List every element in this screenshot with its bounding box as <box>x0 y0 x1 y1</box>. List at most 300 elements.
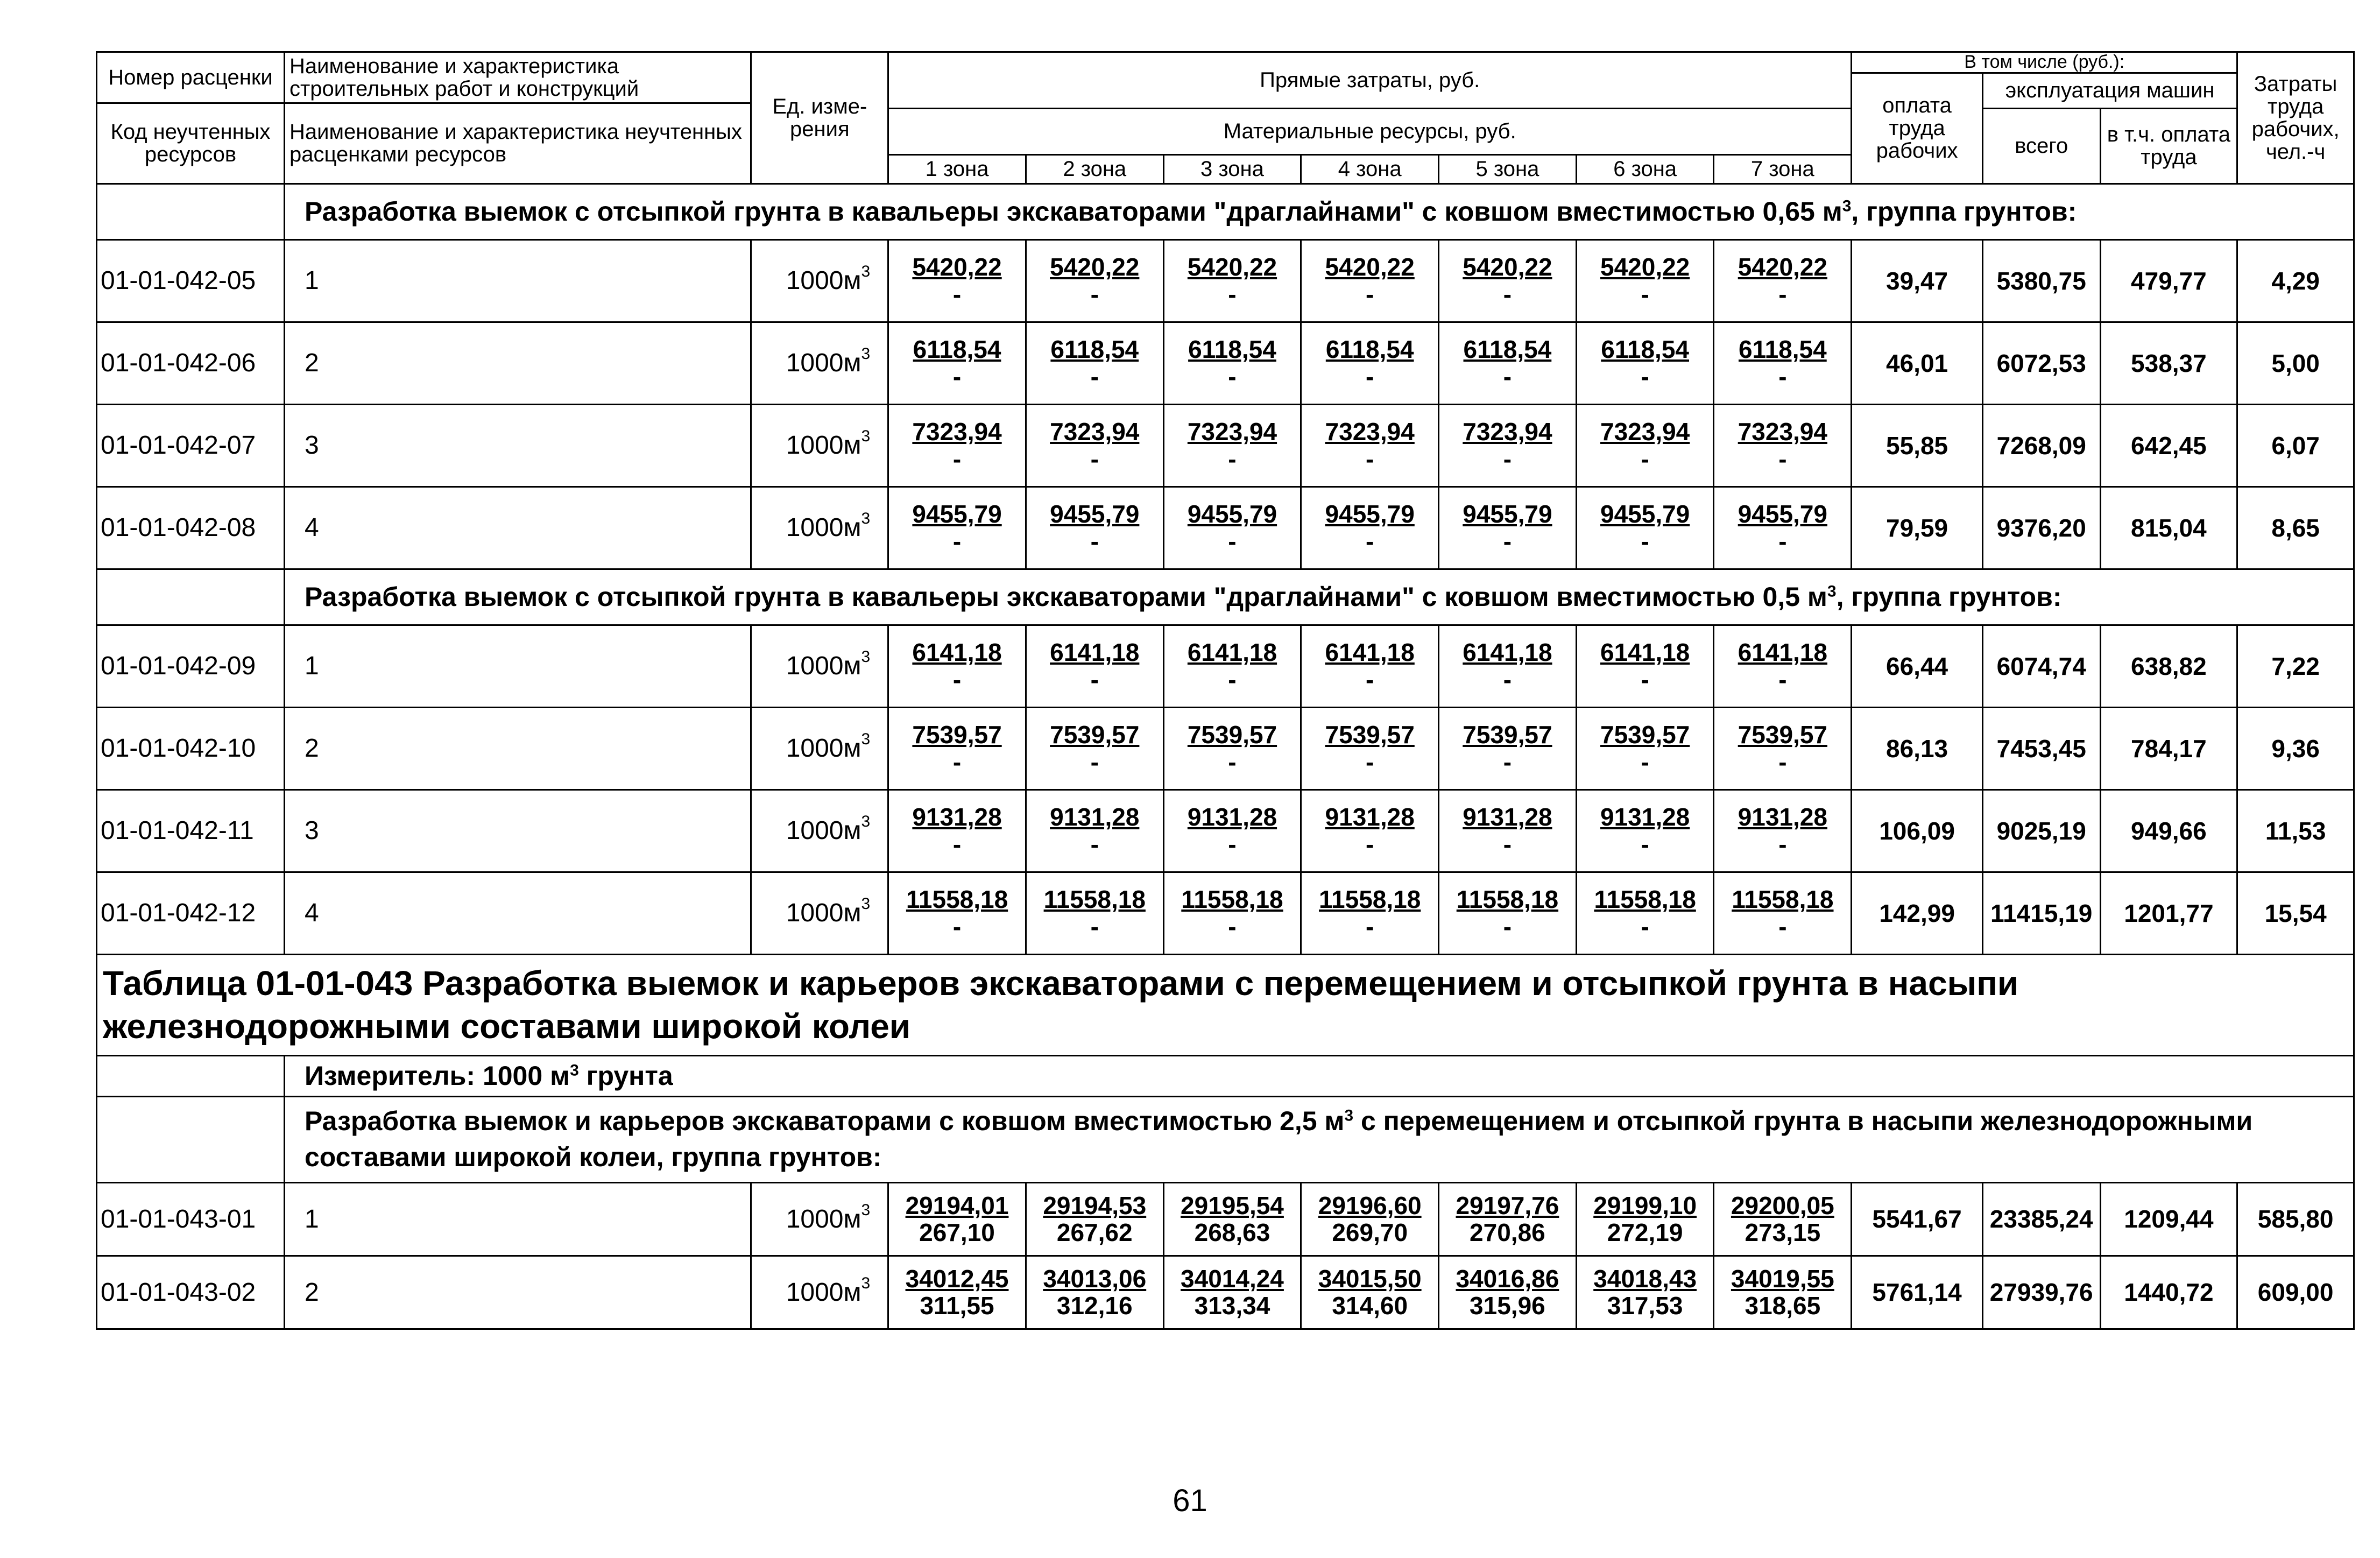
rate-code: 01-01-042-12 <box>97 872 285 954</box>
measure-spacer <box>97 1055 285 1096</box>
zone-4-cost <box>1301 625 1439 707</box>
table-row <box>97 487 2354 569</box>
material-cost-value: - <box>1778 665 1787 694</box>
labor-cost-value: 15,54 <box>2237 872 2354 954</box>
rate-soil-group: 1 <box>284 625 751 707</box>
header-zone-5: 5 зона <box>1439 154 1577 184</box>
zone-7-cost <box>1714 625 1852 707</box>
section-title-exponent: 3 <box>1827 582 1837 601</box>
zone-6-cost <box>1576 322 1714 404</box>
zone-5-cost <box>1439 872 1577 954</box>
material-cost-value: 267,10 <box>919 1218 995 1247</box>
zone-2-cost <box>1026 322 1163 404</box>
direct-cost-value: 9455,79 <box>1187 500 1277 528</box>
zone-1-cost <box>888 487 1026 569</box>
direct-cost-value: 5420,22 <box>1187 253 1277 281</box>
material-cost-value: - <box>1641 830 1649 858</box>
labor-pay-value: 5761,14 <box>1852 1256 1983 1329</box>
labor-pay-value: 39,47 <box>1852 239 1983 322</box>
zone-3-cost <box>1163 239 1301 322</box>
direct-cost-value: 7539,57 <box>1187 721 1277 749</box>
page-number: 61 <box>1173 1483 1207 1518</box>
direct-cost-value: 5420,22 <box>1325 253 1415 281</box>
labor-cost-value: 4,29 <box>2237 239 2354 322</box>
zone-6-cost <box>1576 707 1714 789</box>
machines-total-value: 11415,19 <box>1982 872 2100 954</box>
zone-1-cost <box>888 789 1026 872</box>
direct-cost-value: 9131,28 <box>1325 803 1415 831</box>
header-zone-4: 4 зона <box>1301 154 1439 184</box>
direct-cost-value: 6141,18 <box>1600 638 1690 667</box>
material-cost-value: - <box>1503 527 1512 555</box>
header-zone-3: 3 зона <box>1163 154 1301 184</box>
table-row <box>97 404 2354 487</box>
material-cost-value: - <box>1228 527 1237 555</box>
direct-cost-value: 9455,79 <box>1463 500 1552 528</box>
zone-7-cost <box>1714 707 1852 789</box>
zone-7-cost <box>1714 789 1852 872</box>
table-row <box>97 322 2354 404</box>
direct-cost-value: 7323,94 <box>1187 418 1277 446</box>
material-cost-value: 273,15 <box>1745 1218 1821 1247</box>
material-cost-value: - <box>1503 280 1512 308</box>
unit-text: 1000м <box>786 734 861 763</box>
zone-6-cost <box>1576 872 1714 954</box>
zone-3-cost <box>1163 707 1301 789</box>
material-cost-value: - <box>1090 445 1099 473</box>
labor-pay-value: 79,59 <box>1852 487 1983 569</box>
zone-2-cost <box>1026 239 1163 322</box>
zone-2-cost <box>1026 707 1163 789</box>
material-cost-value: 313,34 <box>1194 1292 1270 1320</box>
zone-4-cost <box>1301 707 1439 789</box>
direct-cost-value: 9131,28 <box>1738 803 1827 831</box>
rate-unit <box>751 239 888 322</box>
rate-unit <box>751 1182 888 1256</box>
material-cost-value: 268,63 <box>1194 1218 1270 1247</box>
zone-4-cost <box>1301 404 1439 487</box>
zone-3-cost <box>1163 487 1301 569</box>
rate-code: 01-01-042-06 <box>97 322 285 404</box>
section-title-text: Разработка выемок с отсыпкой грунта в кавальеры экскаваторами "драглайнами" с ковшом вместимостью 0,5 м <box>304 582 1827 612</box>
rate-soil-group: 1 <box>284 1182 751 1256</box>
material-cost-value: - <box>1778 527 1787 555</box>
direct-cost-value: 29195,54 <box>1181 1191 1284 1219</box>
unit-text: 1000м <box>786 1278 861 1307</box>
direct-cost-value: 11558,18 <box>1456 885 1559 914</box>
labor-cost-value: 9,36 <box>2237 707 2354 789</box>
table-row <box>97 872 2354 954</box>
material-cost-value: - <box>952 912 962 941</box>
direct-cost-value: 6141,18 <box>1463 638 1552 667</box>
direct-cost-value: 7539,57 <box>1325 721 1415 749</box>
table-row <box>97 789 2354 872</box>
rate-soil-group: 4 <box>284 872 751 954</box>
direct-cost-value: 5420,22 <box>1463 253 1552 281</box>
material-cost-value: 312,16 <box>1056 1292 1133 1320</box>
material-cost-value: - <box>1641 445 1649 473</box>
zone-2-cost <box>1026 1182 1163 1256</box>
zone-1-cost <box>888 872 1026 954</box>
material-cost-value: - <box>1778 280 1787 308</box>
rates-table <box>96 51 2355 1330</box>
machines-pay-value: 538,37 <box>2100 322 2237 404</box>
zone-4-cost <box>1301 1256 1439 1329</box>
zone-6-cost <box>1576 1182 1714 1256</box>
zone-5-cost <box>1439 789 1577 872</box>
rate-unit <box>751 404 888 487</box>
zone-2-cost <box>1026 404 1163 487</box>
header-resource-name: Наименование и характеристика неучтенных расценками ресурсов <box>284 103 751 184</box>
rate-soil-group: 2 <box>284 707 751 789</box>
labor-pay-value: 106,09 <box>1852 789 1983 872</box>
direct-cost-value: 7323,94 <box>1738 418 1827 446</box>
unit-text: 1000м <box>786 266 861 295</box>
machines-total-value: 27939,76 <box>1982 1256 2100 1329</box>
machines-pay-value: 479,77 <box>2100 239 2237 322</box>
labor-cost-value: 7,22 <box>2237 625 2354 707</box>
material-cost-value: - <box>1503 830 1512 858</box>
rate-soil-group: 4 <box>284 487 751 569</box>
unit-text: 1000м <box>786 349 861 378</box>
direct-cost-value: 6141,18 <box>1187 638 1277 667</box>
rate-unit <box>751 789 888 872</box>
machines-total-value: 9025,19 <box>1982 789 2100 872</box>
zone-4-cost <box>1301 487 1439 569</box>
material-cost-value: - <box>1641 362 1649 391</box>
zone-1-cost <box>888 1256 1026 1329</box>
direct-cost-value: 11558,18 <box>1319 885 1421 914</box>
material-cost-value: 270,86 <box>1470 1218 1545 1247</box>
material-cost-value: - <box>952 748 962 776</box>
machines-total-value: 7453,45 <box>1982 707 2100 789</box>
unit-exponent: 3 <box>861 730 871 749</box>
table-row <box>97 1182 2354 1256</box>
machines-pay-value: 1201,77 <box>2100 872 2237 954</box>
direct-cost-value: 34013,06 <box>1043 1264 1147 1293</box>
direct-cost-value: 7539,57 <box>1600 721 1690 749</box>
unit-exponent: 3 <box>861 1274 871 1292</box>
header-including: В том числе (руб.): <box>1852 52 2237 73</box>
material-cost-value: - <box>1366 362 1374 391</box>
direct-cost-value: 6118,54 <box>1188 335 1276 364</box>
zone-2-cost <box>1026 1256 1163 1329</box>
section-title-end: , группа грунтов: <box>1836 582 2062 612</box>
material-cost-value: - <box>1228 445 1237 473</box>
rate-code: 01-01-042-07 <box>97 404 285 487</box>
material-cost-value: 267,62 <box>1056 1218 1133 1247</box>
zone-7-cost <box>1714 872 1852 954</box>
material-cost-value: 311,55 <box>920 1292 994 1320</box>
zone-7-cost <box>1714 239 1852 322</box>
header-unit: Ед. изме-рения <box>751 52 888 184</box>
unit-text: 1000м <box>786 431 861 460</box>
subtitle-end: с перемещением и отсыпкой грунта в насыпи железнодорожными составами широкой колеи, группа грунтов: <box>304 1105 2253 1173</box>
direct-cost-value: 29194,01 <box>905 1191 1009 1219</box>
direct-cost-value: 7539,57 <box>1738 721 1827 749</box>
material-cost-value: 272,19 <box>1607 1218 1683 1247</box>
zone-2-cost <box>1026 789 1163 872</box>
material-cost-value: - <box>1778 362 1787 391</box>
zone-1-cost <box>888 404 1026 487</box>
zone-5-cost <box>1439 1182 1577 1256</box>
table-row <box>97 1256 2354 1329</box>
unit-exponent: 3 <box>861 510 871 528</box>
material-cost-value: 318,65 <box>1745 1292 1821 1320</box>
zone-5-cost <box>1439 707 1577 789</box>
machines-total-value: 7268,09 <box>1982 404 2100 487</box>
material-cost-value: - <box>1778 912 1787 941</box>
unit-exponent: 3 <box>861 345 871 363</box>
measure-text: Измеритель: 1000 м <box>304 1061 570 1091</box>
unit-text: 1000м <box>786 1204 861 1233</box>
labor-pay-value: 86,13 <box>1852 707 1983 789</box>
direct-cost-value: 9131,28 <box>1600 803 1690 831</box>
direct-cost-value: 11558,18 <box>906 885 1008 914</box>
zone-5-cost <box>1439 322 1577 404</box>
material-cost-value: - <box>1778 830 1787 858</box>
header-zone-6: 6 зона <box>1576 154 1714 184</box>
labor-cost-value: 11,53 <box>2237 789 2354 872</box>
labor-pay-value: 5541,67 <box>1852 1182 1983 1256</box>
header-labor-pay: оплата труда рабочих <box>1852 73 1983 184</box>
direct-cost-value: 9455,79 <box>1600 500 1690 528</box>
table-row <box>97 707 2354 789</box>
zone-5-cost <box>1439 1256 1577 1329</box>
direct-cost-value: 29197,76 <box>1456 1191 1559 1219</box>
rate-unit <box>751 707 888 789</box>
zone-4-cost <box>1301 322 1439 404</box>
direct-cost-value: 9455,79 <box>912 500 1002 528</box>
material-cost-value: - <box>1366 665 1374 694</box>
machines-total-value: 23385,24 <box>1982 1182 2100 1256</box>
material-cost-value: - <box>1228 912 1237 941</box>
unit-exponent: 3 <box>861 895 871 913</box>
table-body <box>97 52 2354 1329</box>
rate-unit <box>751 872 888 954</box>
labor-cost-value: 8,65 <box>2237 487 2354 569</box>
material-cost-value: - <box>1090 280 1099 308</box>
header-labor-cost: Затраты труда рабочих, чел.-ч <box>2237 52 2354 184</box>
zone-5-cost <box>1439 487 1577 569</box>
unit-text: 1000м <box>786 652 861 681</box>
measure-unit <box>284 1055 2354 1096</box>
material-cost-value: - <box>1366 280 1374 308</box>
rate-code: 01-01-043-02 <box>97 1256 285 1329</box>
material-cost-value: 269,70 <box>1332 1218 1408 1247</box>
machines-total-value: 6074,74 <box>1982 625 2100 707</box>
rate-code: 01-01-043-01 <box>97 1182 285 1256</box>
unit-text: 1000м <box>786 816 861 845</box>
zone-4-cost <box>1301 872 1439 954</box>
subtitle-spacer <box>97 1096 285 1182</box>
material-cost-value: - <box>1641 527 1649 555</box>
unit-exponent: 3 <box>861 813 871 831</box>
section-spacer <box>97 184 285 239</box>
rate-code: 01-01-042-08 <box>97 487 285 569</box>
rate-unit <box>751 322 888 404</box>
material-cost-value: - <box>1778 748 1787 776</box>
zone-1-cost <box>888 707 1026 789</box>
header-zone-2: 2 зона <box>1026 154 1163 184</box>
material-cost-value: 315,96 <box>1470 1292 1545 1320</box>
unit-exponent: 3 <box>861 648 871 666</box>
zone-7-cost <box>1714 1256 1852 1329</box>
unit-text: 1000м <box>786 513 861 542</box>
direct-cost-value: 11558,18 <box>1732 885 1834 914</box>
zone-7-cost <box>1714 322 1852 404</box>
rate-soil-group: 3 <box>284 789 751 872</box>
material-cost-value: - <box>952 362 962 391</box>
material-cost-value: - <box>1641 748 1649 776</box>
material-cost-value: - <box>952 280 962 308</box>
material-cost-value: - <box>1503 665 1512 694</box>
direct-cost-value: 6141,18 <box>912 638 1002 667</box>
zone-3-cost <box>1163 1182 1301 1256</box>
direct-cost-value: 11558,18 <box>1594 885 1696 914</box>
zone-1-cost <box>888 322 1026 404</box>
machines-pay-value: 815,04 <box>2100 487 2237 569</box>
material-cost-value: - <box>1778 445 1787 473</box>
material-cost-value: - <box>1228 362 1237 391</box>
zone-3-cost <box>1163 625 1301 707</box>
material-cost-value: - <box>952 527 962 555</box>
direct-cost-value: 7323,94 <box>1325 418 1415 446</box>
machines-pay-value: 784,17 <box>2100 707 2237 789</box>
direct-cost-value: 34016,86 <box>1456 1264 1559 1293</box>
direct-cost-value: 34019,55 <box>1731 1264 1834 1293</box>
material-cost-value: - <box>1366 912 1374 941</box>
material-cost-value: - <box>1503 362 1512 391</box>
rate-soil-group: 2 <box>284 322 751 404</box>
zone-6-cost <box>1576 239 1714 322</box>
material-cost-value: - <box>1366 830 1374 858</box>
table-row <box>97 625 2354 707</box>
unit-exponent: 3 <box>861 427 871 446</box>
zone-3-cost <box>1163 404 1301 487</box>
labor-cost-value: 6,07 <box>2237 404 2354 487</box>
direct-cost-value: 6118,54 <box>1738 335 1827 364</box>
direct-cost-value: 9131,28 <box>912 803 1002 831</box>
material-cost-value: - <box>1228 748 1237 776</box>
direct-cost-value: 6141,18 <box>1050 638 1140 667</box>
direct-cost-value: 6141,18 <box>1738 638 1827 667</box>
direct-cost-value: 34012,45 <box>905 1264 1009 1293</box>
zone-7-cost <box>1714 1182 1852 1256</box>
material-cost-value: - <box>1366 748 1374 776</box>
header-machines: эксплуатация машин <box>1982 73 2237 108</box>
zone-6-cost <box>1576 1256 1714 1329</box>
rate-code: 01-01-042-05 <box>97 239 285 322</box>
rate-soil-group: 3 <box>284 404 751 487</box>
zone-5-cost <box>1439 404 1577 487</box>
subtitle-text: Разработка выемок и карьеров экскаваторами с ковшом вместимостью 2,5 м <box>304 1105 1345 1136</box>
direct-cost-value: 5420,22 <box>1600 253 1690 281</box>
zone-4-cost <box>1301 789 1439 872</box>
zone-3-cost <box>1163 789 1301 872</box>
material-cost-value: - <box>1366 527 1374 555</box>
direct-cost-value: 6118,54 <box>1325 335 1414 364</box>
zone-5-cost <box>1439 625 1577 707</box>
direct-cost-value: 11558,18 <box>1181 885 1283 914</box>
header-name: Наименование и характеристика строительных работ и конструкций <box>284 52 751 103</box>
material-cost-value: - <box>1228 280 1237 308</box>
material-cost-value: - <box>1228 665 1237 694</box>
machines-total-value: 6072,53 <box>1982 322 2100 404</box>
zone-5-cost <box>1439 239 1577 322</box>
unit-text: 1000м <box>786 899 861 928</box>
material-cost-value: - <box>952 445 962 473</box>
zone-2-cost <box>1026 625 1163 707</box>
direct-cost-value: 6118,54 <box>1463 335 1552 364</box>
rate-code: 01-01-042-10 <box>97 707 285 789</box>
direct-cost-value: 34018,43 <box>1593 1264 1697 1293</box>
table-row <box>97 239 2354 322</box>
table-title: Таблица 01-01-043 Разработка выемок и карьеров экскаваторами с перемещением и отсыпкой грунта в насыпи железнодорожными составами широкой колеи <box>97 954 2354 1055</box>
direct-cost-value: 9455,79 <box>1050 500 1140 528</box>
section-spacer <box>97 569 285 625</box>
direct-cost-value: 9131,28 <box>1463 803 1552 831</box>
zone-7-cost <box>1714 487 1852 569</box>
header-resource-code: Код неучтенных ресурсов <box>97 103 285 184</box>
subtitle <box>284 1096 2354 1182</box>
section-title: Разработка выемок с отсыпкой грунта в кавальеры экскаваторами "драглайнами" с ковшом вместимостью 0,65 $м^3$, группа грунтов: <box>284 184 2354 239</box>
direct-cost-value: 7539,57 <box>1463 721 1552 749</box>
direct-cost-value: 7323,94 <box>912 418 1002 446</box>
material-cost-value: - <box>1090 748 1099 776</box>
header-material: Материальные ресурсы, руб. <box>888 108 1852 154</box>
direct-cost-value: 9131,28 <box>1050 803 1140 831</box>
labor-cost-value: 585,80 <box>2237 1182 2354 1256</box>
header-code: Номер расценки <box>97 52 285 103</box>
rate-unit <box>751 1256 888 1329</box>
machines-pay-value: 642,45 <box>2100 404 2237 487</box>
zone-6-cost <box>1576 487 1714 569</box>
labor-pay-value: 55,85 <box>1852 404 1983 487</box>
material-cost-value: - <box>1090 665 1099 694</box>
direct-cost-value: 9455,79 <box>1325 500 1415 528</box>
subtitle-row <box>97 1096 2354 1182</box>
section-title <box>284 569 2354 625</box>
header-zone-7: 7 зона <box>1714 154 1852 184</box>
rate-unit <box>751 487 888 569</box>
direct-cost-value: 34014,24 <box>1181 1264 1284 1293</box>
direct-cost-value: 34015,50 <box>1318 1264 1422 1293</box>
direct-cost-value: 6118,54 <box>913 335 1001 364</box>
direct-cost-value: 7539,57 <box>912 721 1002 749</box>
zone-4-cost <box>1301 1182 1439 1256</box>
direct-cost-value: 29199,10 <box>1593 1191 1697 1219</box>
material-cost-value: - <box>1090 527 1099 555</box>
direct-cost-value: 11558,18 <box>1043 885 1146 914</box>
material-cost-value: 314,60 <box>1332 1292 1408 1320</box>
unit-exponent: 3 <box>861 1201 871 1219</box>
direct-cost-value: 5420,22 <box>912 253 1002 281</box>
direct-cost-value: 5420,22 <box>1738 253 1827 281</box>
rate-code: 01-01-042-11 <box>97 789 285 872</box>
zone-3-cost <box>1163 872 1301 954</box>
material-cost-value: - <box>952 830 962 858</box>
zone-6-cost <box>1576 789 1714 872</box>
machines-total-value: 5380,75 <box>1982 239 2100 322</box>
material-cost-value: 317,53 <box>1607 1292 1683 1320</box>
direct-cost-value: 9455,79 <box>1738 500 1827 528</box>
material-cost-value: - <box>1641 280 1649 308</box>
material-cost-value: - <box>952 665 962 694</box>
labor-pay-value: 142,99 <box>1852 872 1983 954</box>
material-cost-value: - <box>1503 445 1512 473</box>
direct-cost-value: 7323,94 <box>1600 418 1690 446</box>
